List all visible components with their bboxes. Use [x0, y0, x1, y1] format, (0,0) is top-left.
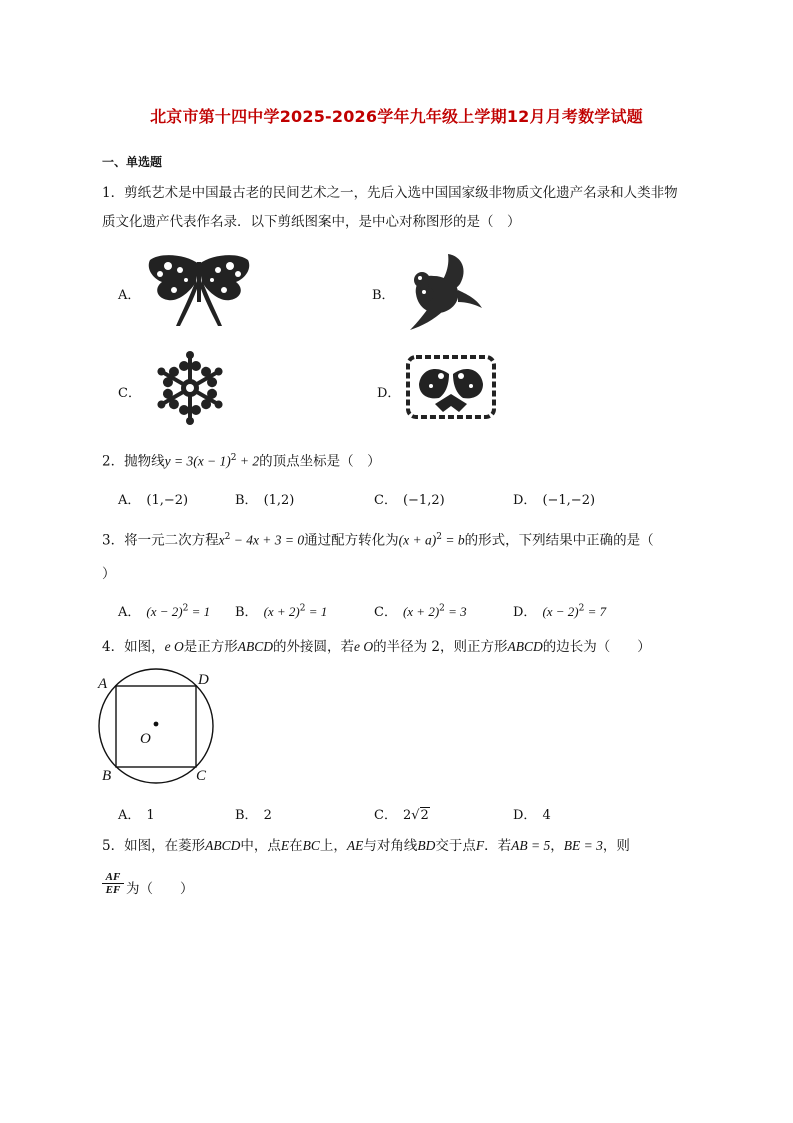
q2-prefix: 2．抛物线 — [102, 453, 165, 470]
q4-circle-a: e O — [164, 639, 184, 654]
q5-text-b: 中，点 — [240, 838, 281, 854]
q2-formula: y = 3(x − 1) — [164, 453, 231, 469]
q5-v3: BC — [302, 838, 320, 853]
q2-option-d — [513, 489, 595, 508]
q2-suffix: 的顶点坐标是（ ） — [259, 453, 381, 470]
q5-fraction-numerator: AF — [102, 871, 124, 884]
label-c: C — [196, 768, 207, 784]
question-5 — [102, 833, 702, 859]
swallow-papercut-image — [404, 250, 484, 332]
q1-option-d-label: D． — [377, 386, 401, 401]
q2-option-c-value: (−1,2) — [402, 493, 445, 508]
q2-formula-tail: + 2 — [236, 453, 260, 469]
exam-title: 北京市第十四中学2025-2026学年九年级上学期12月月考数学试题 — [150, 107, 643, 126]
q4-option-d — [513, 804, 551, 823]
q1-option-c-label: C． — [118, 386, 141, 401]
q5-text-e: 与对角线 — [363, 838, 418, 854]
q3-option-d-tail: = 7 — [584, 604, 607, 619]
q4-option-c-label: C． — [374, 808, 397, 823]
q3-option-b-exponent: 2 — [299, 603, 306, 614]
q3-option-c-label: C． — [374, 605, 397, 620]
q3-equation-x: x — [218, 532, 225, 548]
q3-form-tail: = b — [441, 532, 465, 548]
q3-option-d-base: (x − 2) — [542, 604, 579, 619]
question-3 — [102, 525, 702, 587]
q5-text-d: 上， — [319, 838, 347, 854]
q2-option-d-value: (−1,−2) — [542, 493, 596, 508]
q5-v2: E — [280, 838, 290, 853]
inscribed-square — [116, 686, 196, 767]
q2-option-d-label: D． — [513, 493, 537, 508]
q3-option-b-tail: = 1 — [305, 604, 328, 619]
q5-v7: AB = 5 — [511, 838, 551, 853]
q2-formula-exponent: 2 — [230, 453, 237, 463]
q3-prefix: 3．将一元二次方程 — [102, 532, 219, 549]
circle-square-figure — [94, 668, 222, 786]
q3-equation-rest: − 4x + 3 = 0 — [230, 532, 305, 548]
label-b: B — [102, 768, 112, 784]
q2-option-c-label: C． — [374, 493, 397, 508]
center-point — [154, 722, 159, 727]
snowflake-papercut-image — [144, 350, 236, 426]
q4-text-b: 是正方形 — [183, 639, 238, 655]
q3-option-a-tail: = 1 — [188, 604, 211, 619]
q3-middle: 通过配方转化为 — [304, 532, 399, 549]
q3-equation-exponent: 2 — [224, 532, 231, 542]
q3-option-a — [118, 601, 210, 620]
q3-option-b-base: (x + 2) — [263, 604, 300, 619]
q5-v8: BE = 3 — [563, 838, 603, 853]
q4-option-a — [118, 804, 155, 823]
q1-option-b-label: B． — [372, 288, 395, 303]
label-o: O — [140, 731, 151, 747]
section-heading: 一、单选题 — [102, 155, 163, 169]
q2-option-b — [235, 489, 294, 508]
sqrt-symbol-icon: √ — [411, 808, 420, 823]
q3-option-c-tail: = 3 — [444, 604, 467, 619]
q3-option-a-base: (x − 2) — [146, 604, 183, 619]
q3-option-d-exponent: 2 — [578, 603, 585, 614]
q3-option-d — [513, 601, 606, 620]
q4-option-a-value: 1 — [146, 808, 155, 823]
question-1-line-1: 1．剪纸艺术是中国最古老的民间艺术之一，先后入选中国国家级非物质文化遗产名录和人类非物 — [102, 185, 678, 201]
q4-option-c-radicand: 2 — [420, 808, 429, 823]
q5-v4: AE — [346, 838, 364, 853]
q3-line-2: ） — [102, 565, 116, 582]
q3-option-c-base: (x + 2) — [402, 604, 440, 619]
butterfly-papercut-image — [146, 252, 252, 330]
label-d: D — [198, 672, 209, 688]
q5-v5: BD — [417, 838, 436, 853]
q5-v6: F — [475, 838, 485, 853]
q4-option-b-label: B． — [235, 808, 258, 823]
q4-option-b-value: 2 — [263, 808, 272, 823]
q3-form-base: (x + a) — [398, 532, 437, 548]
q4-square-a: ABCD — [237, 639, 273, 654]
q2-option-a — [118, 489, 188, 508]
label-a: A — [98, 676, 108, 692]
question-2 — [102, 446, 702, 475]
q3-option-b — [235, 601, 327, 620]
q2-option-c — [374, 489, 445, 508]
q3-form-exponent: 2 — [436, 532, 442, 542]
q2-option-b-value: (1,2) — [263, 493, 295, 508]
q3-option-b-label: B． — [235, 605, 258, 620]
q3-option-c — [374, 601, 467, 620]
q4-option-c — [374, 804, 430, 823]
q3-option-a-label: A． — [118, 605, 141, 620]
q3-option-d-label: D． — [513, 605, 537, 620]
q2-option-a-value: (1,−2) — [146, 493, 189, 508]
q4-square-b: ABCD — [507, 639, 543, 654]
q5-v1: ABCD — [205, 838, 241, 853]
q4-option-d-label: D． — [513, 808, 537, 823]
q2-option-a-label: A． — [118, 493, 141, 508]
question-4 — [102, 634, 702, 660]
q5-text-a: 5．如图，在菱形 — [102, 838, 206, 854]
q5-text-h: ， — [550, 838, 564, 854]
q3-option-a-exponent: 2 — [182, 603, 189, 614]
q5-text-j: 为（ ） — [126, 881, 194, 897]
q3-option-c-exponent: 2 — [439, 603, 445, 614]
q1-option-a-label: A． — [118, 288, 141, 303]
fish-papercut-image — [405, 354, 497, 420]
q5-text-i: ，则 — [602, 838, 630, 854]
q4-option-c-coef: 2 — [402, 808, 412, 823]
q4-text-d: 的半径为 2，则正方形 — [373, 639, 508, 655]
question-1-line-2: 质文化遗产代表作名录．以下剪纸图案中，是中心对称图形的是（ ） — [102, 214, 521, 230]
q4-text-a: 4．如图， — [102, 639, 165, 655]
q4-text-c: 的外接圆，若 — [272, 639, 354, 655]
q4-option-a-label: A． — [118, 808, 141, 823]
q4-option-b — [235, 804, 272, 823]
q4-circle-b: e O — [353, 639, 374, 654]
q5-fraction — [102, 871, 124, 896]
q3-suffix: 的形式，下列结果中正确的是（ — [464, 532, 654, 549]
q3-line-1 — [102, 525, 702, 554]
question-1 — [102, 181, 702, 235]
q2-option-b-label: B． — [235, 493, 258, 508]
q4-option-d-value: 4 — [542, 808, 551, 823]
q4-text-e: 的边长为（ ） — [542, 639, 651, 655]
q5-fraction-denominator: EF — [105, 884, 121, 896]
q5-text-g: ．若 — [484, 838, 512, 854]
q5-text-f: 交于点 — [435, 838, 476, 854]
q5-text-c: 在 — [289, 838, 303, 854]
